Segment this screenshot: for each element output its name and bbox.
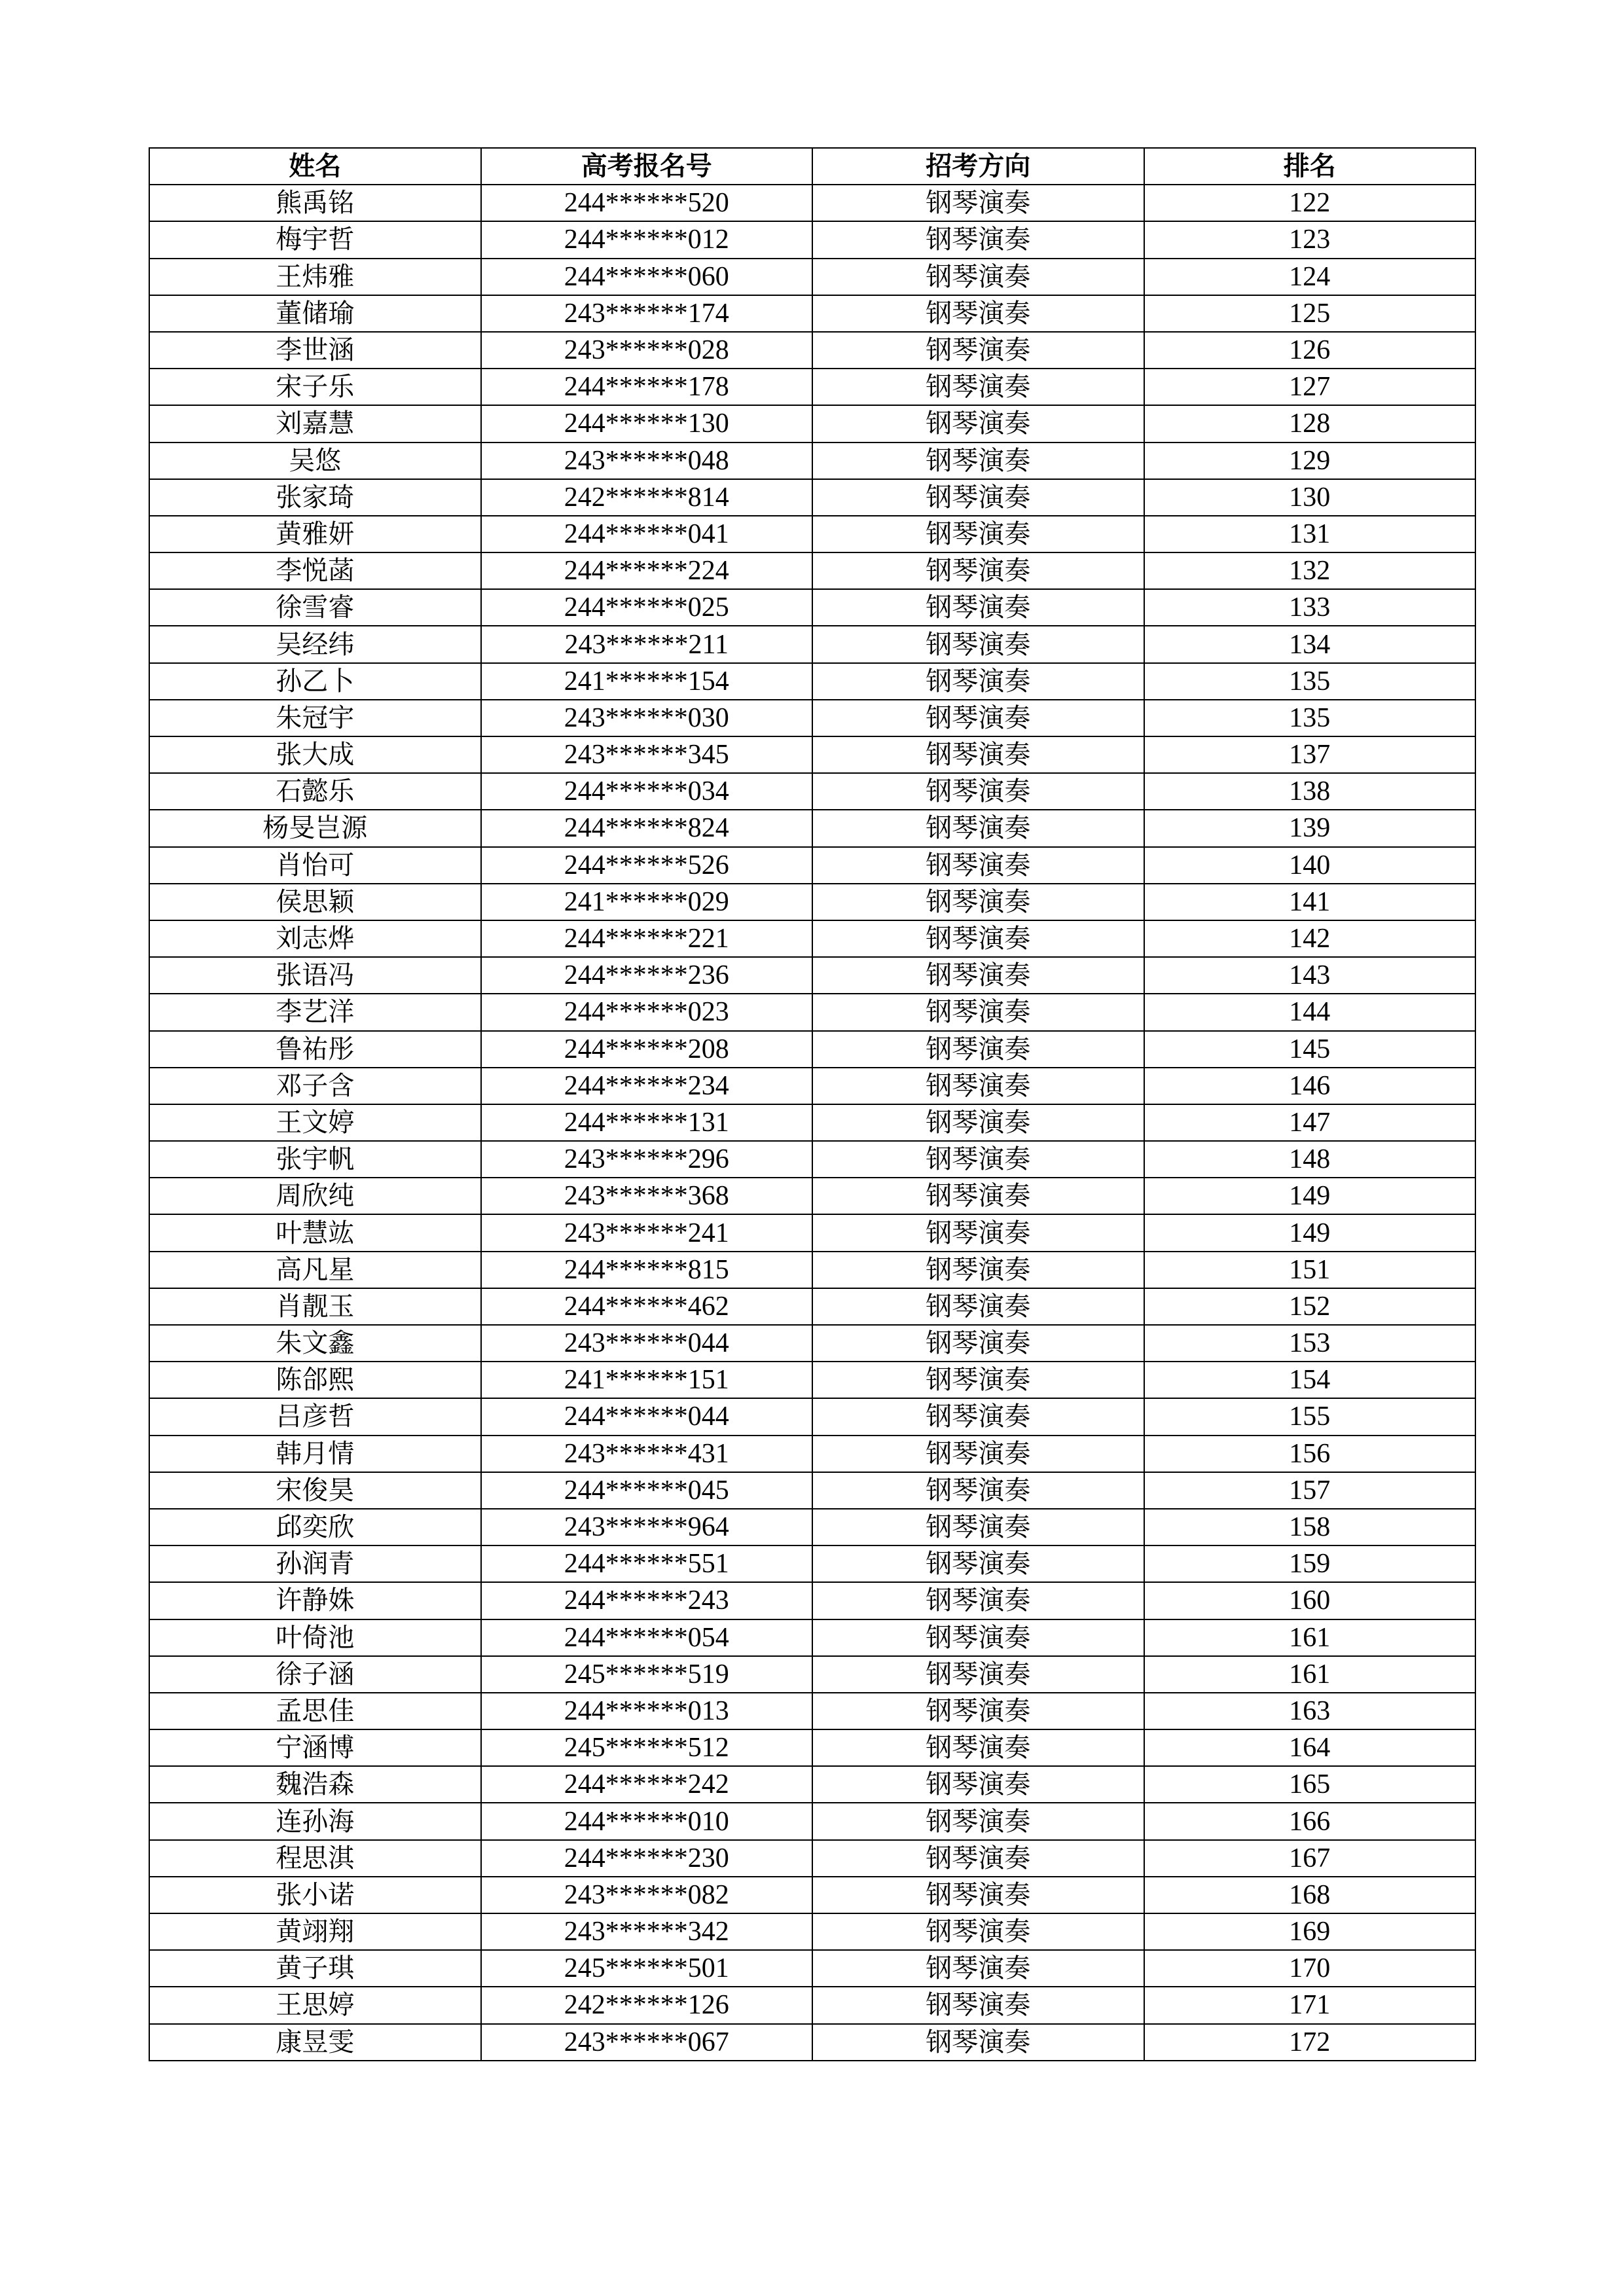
cell-rank: 134 [1144, 626, 1476, 662]
cell-rank: 127 [1144, 369, 1476, 405]
cell-direction: 钢琴演奏 [812, 1141, 1144, 1178]
cell-name: 李悦菡 [149, 552, 481, 589]
table-row [149, 920, 1475, 957]
cell-name: 王文婷 [149, 1104, 481, 1141]
cell-name: 朱冠宇 [149, 700, 481, 736]
cell-direction: 钢琴演奏 [812, 1288, 1144, 1325]
cell-registration-number: 244******208 [481, 1031, 813, 1068]
cell-registration-number: 244******034 [481, 773, 813, 810]
table-row [149, 1288, 1475, 1325]
cell-rank: 165 [1144, 1766, 1476, 1803]
cell-name: 韩月情 [149, 1436, 481, 1472]
table-row [149, 2024, 1475, 2061]
table-row [149, 1178, 1475, 1214]
table-row [149, 847, 1475, 884]
cell-name: 侯思颖 [149, 884, 481, 920]
cell-registration-number: 243******082 [481, 1877, 813, 1913]
cell-registration-number: 244******551 [481, 1545, 813, 1582]
cell-registration-number: 241******151 [481, 1362, 813, 1398]
cell-rank: 135 [1144, 663, 1476, 700]
cell-name: 许静姝 [149, 1582, 481, 1619]
cell-registration-number: 243******044 [481, 1325, 813, 1362]
cell-direction: 钢琴演奏 [812, 479, 1144, 516]
cell-direction: 钢琴演奏 [812, 1729, 1144, 1766]
cell-direction: 钢琴演奏 [812, 369, 1144, 405]
cell-registration-number: 244******041 [481, 516, 813, 552]
cell-name: 张家琦 [149, 479, 481, 516]
cell-rank: 160 [1144, 1582, 1476, 1619]
cell-name: 梅宇哲 [149, 221, 481, 258]
table-row [149, 1252, 1475, 1288]
table-row [149, 1325, 1475, 1362]
cell-direction: 钢琴演奏 [812, 736, 1144, 773]
cell-registration-number: 244******243 [481, 1582, 813, 1619]
table-row [149, 736, 1475, 773]
cell-direction: 钢琴演奏 [812, 295, 1144, 332]
cell-direction: 钢琴演奏 [812, 1214, 1144, 1251]
table-row [149, 884, 1475, 920]
cell-direction: 钢琴演奏 [812, 700, 1144, 736]
cell-direction: 钢琴演奏 [812, 2024, 1144, 2061]
cell-registration-number: 244******044 [481, 1398, 813, 1435]
cell-rank: 149 [1144, 1178, 1476, 1214]
cell-registration-number: 244******060 [481, 259, 813, 295]
cell-direction: 钢琴演奏 [812, 920, 1144, 957]
cell-name: 高凡星 [149, 1252, 481, 1288]
cell-registration-number: 243******296 [481, 1141, 813, 1178]
table-row [149, 1436, 1475, 1472]
table-row [149, 479, 1475, 516]
table-row [149, 443, 1475, 479]
cell-direction: 钢琴演奏 [812, 810, 1144, 846]
cell-registration-number: 244******130 [481, 405, 813, 442]
cell-registration-number: 245******512 [481, 1729, 813, 1766]
cell-direction: 钢琴演奏 [812, 1987, 1144, 2023]
cell-direction: 钢琴演奏 [812, 1068, 1144, 1104]
cell-rank: 151 [1144, 1252, 1476, 1288]
cell-name: 邱奕欣 [149, 1509, 481, 1545]
table-row [149, 295, 1475, 332]
cell-name: 鲁祐彤 [149, 1031, 481, 1068]
cell-rank: 143 [1144, 957, 1476, 994]
table-row [149, 1656, 1475, 1693]
cell-direction: 钢琴演奏 [812, 626, 1144, 662]
cell-registration-number: 245******519 [481, 1656, 813, 1693]
cell-registration-number: 241******154 [481, 663, 813, 700]
cell-rank: 138 [1144, 773, 1476, 810]
table-row [149, 994, 1475, 1030]
cell-name: 李艺洋 [149, 994, 481, 1030]
cell-direction: 钢琴演奏 [812, 1398, 1144, 1435]
cell-direction: 钢琴演奏 [812, 221, 1144, 258]
cell-name: 宋俊昊 [149, 1472, 481, 1509]
cell-name: 吕彦哲 [149, 1398, 481, 1435]
cell-name: 程思淇 [149, 1840, 481, 1877]
cell-name: 叶慧竑 [149, 1214, 481, 1251]
cell-name: 朱文鑫 [149, 1325, 481, 1362]
table-row [149, 773, 1475, 810]
table-row [149, 332, 1475, 369]
cell-registration-number: 242******126 [481, 1987, 813, 2023]
cell-registration-number: 244******824 [481, 810, 813, 846]
cell-direction: 钢琴演奏 [812, 1693, 1144, 1729]
cell-rank: 122 [1144, 185, 1476, 221]
table-row [149, 1031, 1475, 1068]
table-row [149, 1987, 1475, 2023]
cell-name: 宁涵博 [149, 1729, 481, 1766]
cell-rank: 139 [1144, 810, 1476, 846]
cell-rank: 168 [1144, 1877, 1476, 1913]
cell-registration-number: 244******025 [481, 589, 813, 626]
cell-rank: 126 [1144, 332, 1476, 369]
cell-name: 董储瑜 [149, 295, 481, 332]
cell-direction: 钢琴演奏 [812, 1913, 1144, 1950]
cell-registration-number: 244******236 [481, 957, 813, 994]
cell-name: 黄翊翔 [149, 1913, 481, 1950]
cell-direction: 钢琴演奏 [812, 1178, 1144, 1214]
cell-rank: 129 [1144, 443, 1476, 479]
table-row [149, 185, 1475, 221]
cell-rank: 161 [1144, 1619, 1476, 1656]
cell-name: 叶倚池 [149, 1619, 481, 1656]
cell-registration-number: 244******526 [481, 847, 813, 884]
cell-direction: 钢琴演奏 [812, 1031, 1144, 1068]
cell-registration-number: 244******178 [481, 369, 813, 405]
table-row [149, 1398, 1475, 1435]
table-row [149, 1362, 1475, 1398]
table-row [149, 1913, 1475, 1950]
cell-registration-number: 243******368 [481, 1178, 813, 1214]
cell-direction: 钢琴演奏 [812, 1840, 1144, 1877]
cell-registration-number: 243******028 [481, 332, 813, 369]
cell-rank: 166 [1144, 1803, 1476, 1839]
cell-registration-number: 244******023 [481, 994, 813, 1030]
table-row [149, 1877, 1475, 1913]
cell-registration-number: 244******131 [481, 1104, 813, 1141]
cell-registration-number: 244******234 [481, 1068, 813, 1104]
cell-direction: 钢琴演奏 [812, 552, 1144, 589]
cell-direction: 钢琴演奏 [812, 957, 1144, 994]
cell-rank: 158 [1144, 1509, 1476, 1545]
cell-name: 徐雪睿 [149, 589, 481, 626]
cell-direction: 钢琴演奏 [812, 516, 1144, 552]
table-body [149, 185, 1475, 2061]
cell-rank: 140 [1144, 847, 1476, 884]
cell-rank: 130 [1144, 479, 1476, 516]
cell-registration-number: 243******030 [481, 700, 813, 736]
cell-name: 宋子乐 [149, 369, 481, 405]
cell-rank: 155 [1144, 1398, 1476, 1435]
table-row [149, 1582, 1475, 1619]
cell-registration-number: 244******230 [481, 1840, 813, 1877]
table-row [149, 1545, 1475, 1582]
cell-registration-number: 243******964 [481, 1509, 813, 1545]
table-row [149, 810, 1475, 846]
cell-rank: 123 [1144, 221, 1476, 258]
cell-name: 孙润青 [149, 1545, 481, 1582]
cell-rank: 156 [1144, 1436, 1476, 1472]
cell-rank: 131 [1144, 516, 1476, 552]
cell-direction: 钢琴演奏 [812, 994, 1144, 1030]
cell-registration-number: 243******211 [481, 626, 813, 662]
cell-rank: 153 [1144, 1325, 1476, 1362]
cell-direction: 钢琴演奏 [812, 1803, 1144, 1839]
cell-rank: 157 [1144, 1472, 1476, 1509]
table-row [149, 700, 1475, 736]
table-row [149, 1729, 1475, 1766]
cell-name: 刘嘉慧 [149, 405, 481, 442]
cell-registration-number: 243******174 [481, 295, 813, 332]
table-row [149, 1068, 1475, 1104]
cell-name: 徐子涵 [149, 1656, 481, 1693]
cell-direction: 钢琴演奏 [812, 443, 1144, 479]
cell-direction: 钢琴演奏 [812, 1619, 1144, 1656]
table-row [149, 552, 1475, 589]
cell-direction: 钢琴演奏 [812, 1950, 1144, 1987]
table-row [149, 221, 1475, 258]
table-row [149, 405, 1475, 442]
cell-name: 张宇帆 [149, 1141, 481, 1178]
table-row [149, 1472, 1475, 1509]
cell-registration-number: 244******221 [481, 920, 813, 957]
header-registration-number: 高考报名号 [481, 148, 813, 185]
cell-rank: 147 [1144, 1104, 1476, 1141]
cell-registration-number: 243******342 [481, 1913, 813, 1950]
cell-registration-number: 245******501 [481, 1950, 813, 1987]
cell-registration-number: 243******431 [481, 1436, 813, 1472]
cell-direction: 钢琴演奏 [812, 773, 1144, 810]
cell-name: 张大成 [149, 736, 481, 773]
cell-name: 周欣纯 [149, 1178, 481, 1214]
cell-name: 吴悠 [149, 443, 481, 479]
cell-rank: 152 [1144, 1288, 1476, 1325]
cell-rank: 167 [1144, 1840, 1476, 1877]
cell-name: 王炜雅 [149, 259, 481, 295]
cell-direction: 钢琴演奏 [812, 1877, 1144, 1913]
cell-rank: 133 [1144, 589, 1476, 626]
table-header-row [149, 148, 1475, 185]
cell-rank: 132 [1144, 552, 1476, 589]
table-row [149, 369, 1475, 405]
cell-rank: 146 [1144, 1068, 1476, 1104]
cell-registration-number: 244******224 [481, 552, 813, 589]
table-row [149, 1141, 1475, 1178]
cell-rank: 137 [1144, 736, 1476, 773]
cell-direction: 钢琴演奏 [812, 884, 1144, 920]
cell-registration-number: 244******045 [481, 1472, 813, 1509]
cell-direction: 钢琴演奏 [812, 259, 1144, 295]
cell-name: 邓子含 [149, 1068, 481, 1104]
cell-name: 魏浩森 [149, 1766, 481, 1803]
cell-direction: 钢琴演奏 [812, 1104, 1144, 1141]
cell-name: 肖靓玉 [149, 1288, 481, 1325]
cell-registration-number: 243******241 [481, 1214, 813, 1251]
cell-registration-number: 244******815 [481, 1252, 813, 1288]
cell-direction: 钢琴演奏 [812, 847, 1144, 884]
cell-name: 石懿乐 [149, 773, 481, 810]
cell-name: 康昱雯 [149, 2024, 481, 2061]
cell-rank: 163 [1144, 1693, 1476, 1729]
table-row [149, 1766, 1475, 1803]
cell-registration-number: 244******462 [481, 1288, 813, 1325]
table-row [149, 1509, 1475, 1545]
header-direction: 招考方向 [812, 148, 1144, 185]
cell-direction: 钢琴演奏 [812, 185, 1144, 221]
cell-direction: 钢琴演奏 [812, 1545, 1144, 1582]
cell-registration-number: 244******010 [481, 1803, 813, 1839]
cell-rank: 148 [1144, 1141, 1476, 1178]
cell-name: 李世涵 [149, 332, 481, 369]
cell-registration-number: 243******067 [481, 2024, 813, 2061]
cell-registration-number: 243******048 [481, 443, 813, 479]
cell-rank: 169 [1144, 1913, 1476, 1950]
cell-registration-number: 244******054 [481, 1619, 813, 1656]
cell-direction: 钢琴演奏 [812, 1766, 1144, 1803]
cell-registration-number: 241******029 [481, 884, 813, 920]
cell-rank: 164 [1144, 1729, 1476, 1766]
table-row [149, 1104, 1475, 1141]
table-row [149, 626, 1475, 662]
cell-direction: 钢琴演奏 [812, 1362, 1144, 1398]
cell-name: 刘志烨 [149, 920, 481, 957]
table-row [149, 1840, 1475, 1877]
cell-name: 张语冯 [149, 957, 481, 994]
cell-rank: 172 [1144, 2024, 1476, 2061]
cell-name: 黄子琪 [149, 1950, 481, 1987]
cell-name: 黄雅妍 [149, 516, 481, 552]
cell-name: 吴经纬 [149, 626, 481, 662]
cell-registration-number: 244******012 [481, 221, 813, 258]
cell-name: 陈郃熙 [149, 1362, 481, 1398]
table-row [149, 1214, 1475, 1251]
table-row [149, 957, 1475, 994]
cell-name: 肖怡可 [149, 847, 481, 884]
cell-name: 王思婷 [149, 1987, 481, 2023]
cell-direction: 钢琴演奏 [812, 663, 1144, 700]
cell-direction: 钢琴演奏 [812, 1472, 1144, 1509]
cell-rank: 144 [1144, 994, 1476, 1030]
table-row [149, 663, 1475, 700]
cell-name: 张小诺 [149, 1877, 481, 1913]
cell-name: 熊禹铭 [149, 185, 481, 221]
cell-rank: 170 [1144, 1950, 1476, 1987]
cell-rank: 149 [1144, 1214, 1476, 1251]
cell-registration-number: 244******242 [481, 1766, 813, 1803]
cell-direction: 钢琴演奏 [812, 1509, 1144, 1545]
cell-rank: 141 [1144, 884, 1476, 920]
table-row [149, 1619, 1475, 1656]
cell-name: 孙乙卜 [149, 663, 481, 700]
cell-name: 杨旻岂源 [149, 810, 481, 846]
cell-name: 孟思佳 [149, 1693, 481, 1729]
table-row [149, 1803, 1475, 1839]
cell-name: 连孙海 [149, 1803, 481, 1839]
cell-rank: 135 [1144, 700, 1476, 736]
cell-rank: 125 [1144, 295, 1476, 332]
ranking-table [149, 147, 1476, 2061]
table-row [149, 589, 1475, 626]
cell-registration-number: 243******345 [481, 736, 813, 773]
cell-direction: 钢琴演奏 [812, 1252, 1144, 1288]
cell-registration-number: 244******520 [481, 185, 813, 221]
cell-direction: 钢琴演奏 [812, 1582, 1144, 1619]
table-row [149, 259, 1475, 295]
cell-registration-number: 244******013 [481, 1693, 813, 1729]
cell-direction: 钢琴演奏 [812, 1325, 1144, 1362]
cell-direction: 钢琴演奏 [812, 405, 1144, 442]
cell-rank: 154 [1144, 1362, 1476, 1398]
cell-rank: 142 [1144, 920, 1476, 957]
table-row [149, 1693, 1475, 1729]
cell-rank: 124 [1144, 259, 1476, 295]
cell-direction: 钢琴演奏 [812, 332, 1144, 369]
cell-registration-number: 242******814 [481, 479, 813, 516]
cell-rank: 161 [1144, 1656, 1476, 1693]
cell-direction: 钢琴演奏 [812, 1656, 1144, 1693]
cell-direction: 钢琴演奏 [812, 589, 1144, 626]
header-rank: 排名 [1144, 148, 1476, 185]
table-row [149, 516, 1475, 552]
cell-rank: 159 [1144, 1545, 1476, 1582]
cell-rank: 171 [1144, 1987, 1476, 2023]
cell-rank: 145 [1144, 1031, 1476, 1068]
cell-rank: 128 [1144, 405, 1476, 442]
cell-direction: 钢琴演奏 [812, 1436, 1144, 1472]
header-name: 姓名 [149, 148, 481, 185]
table-row [149, 1950, 1475, 1987]
